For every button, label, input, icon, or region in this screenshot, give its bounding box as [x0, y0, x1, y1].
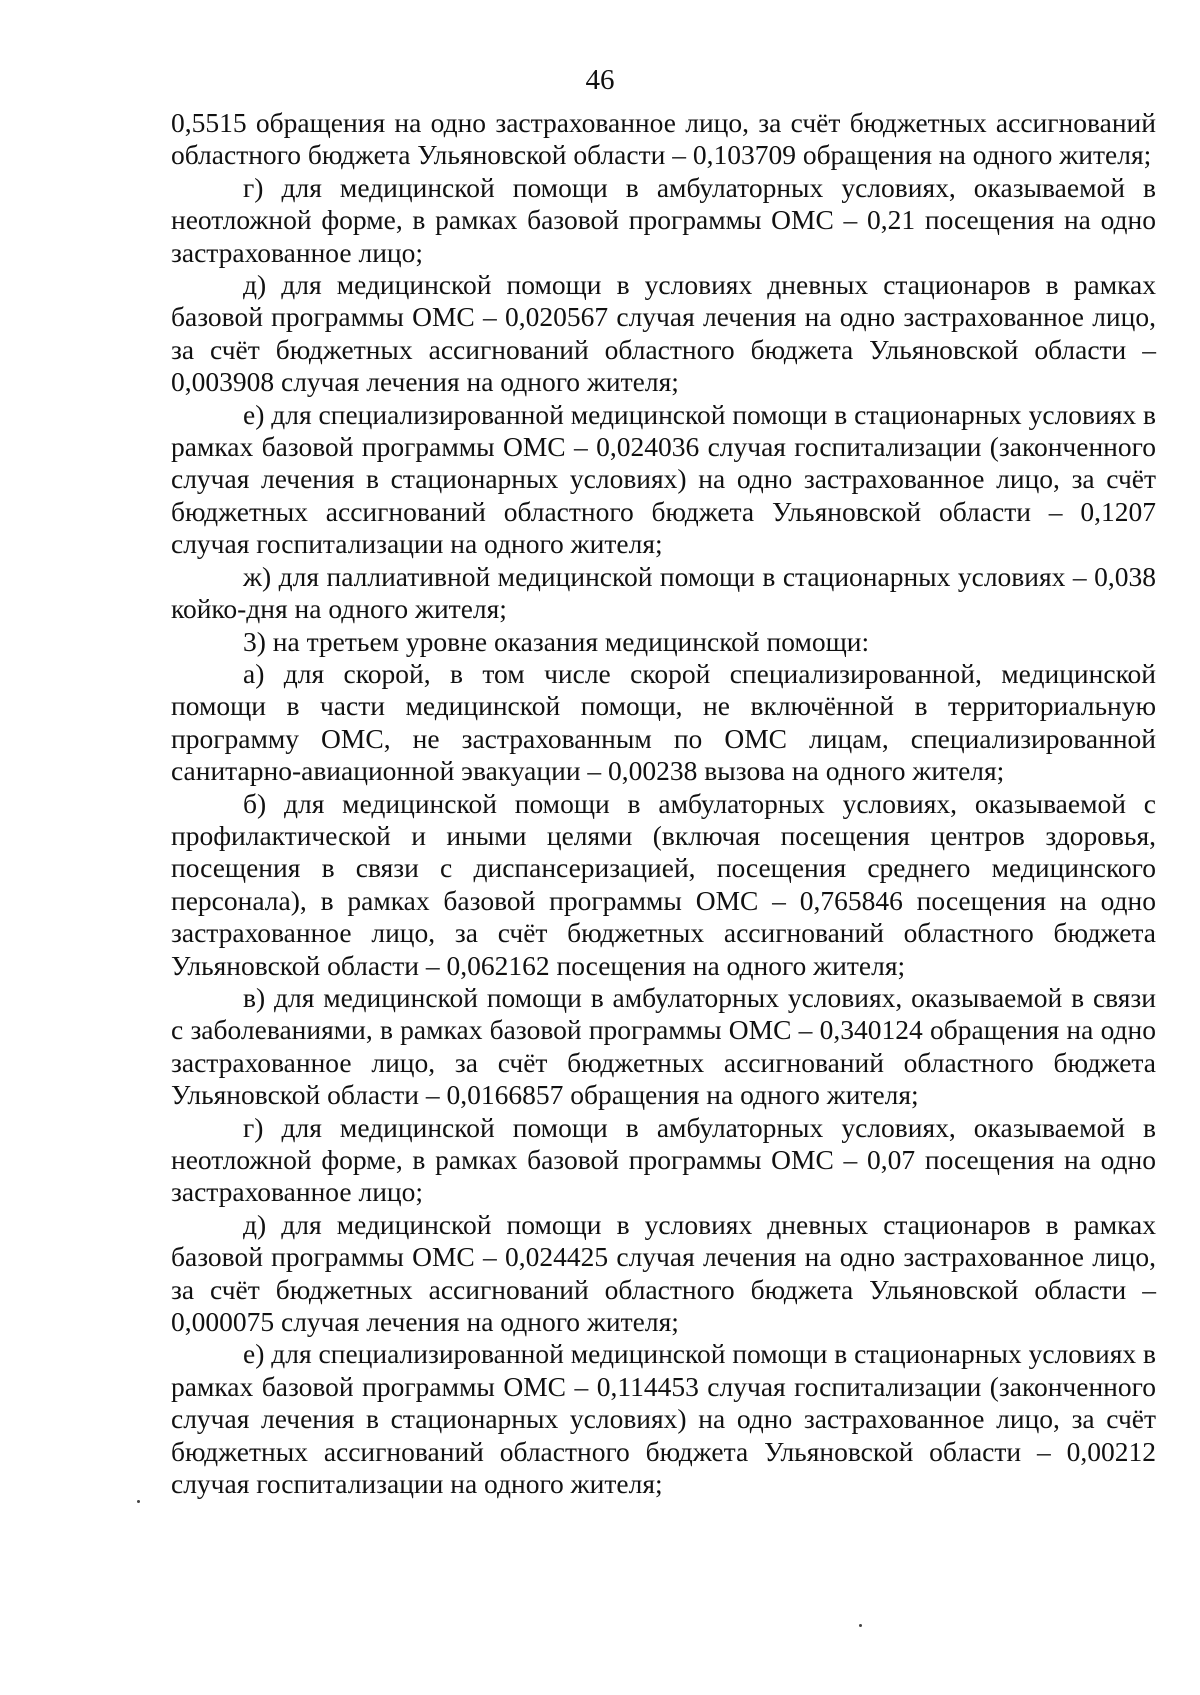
scan-speck	[859, 1624, 862, 1627]
page-number: 46	[585, 64, 615, 96]
scan-speck	[137, 1500, 140, 1503]
paragraph-item-e-level2: е) для специализированной медицинской помощи в стационарных условиях в рамках базовой программы ОМС – 0,024036 случая госпитализации (законченного случая лечения в стационарных условиях) на одно застрахованное лицо, за счёт бюджетных ассигнований областного бюджета Ульяновской области – 0,1207 случая госпитализации на одного жителя;	[171, 398, 1156, 560]
paragraph-item-d-level3: д) для медицинской помощи в условиях дневных стационаров в рамках базовой программы ОМС – 0,024425 случая лечения на одно застрахованное лицо, за счёт бюджетных ассигнований областного бюджета Ульяновской области – 0,000075 случая лечения на одного жителя;	[171, 1208, 1156, 1338]
document-body	[171, 107, 1156, 1500]
paragraph-item-g-level3: г) для медицинской помощи в амбулаторных условиях, оказываемой в неотложной форме, в рамках базовой программы ОМС – 0,07 посещения на одно застрахованное лицо;	[171, 1111, 1156, 1208]
paragraph-item-b-level3: б) для медицинской помощи в амбулаторных условиях, оказываемой с профилактической и иными целями (включая посещения центров здоровья, посещения в связи с диспансеризацией, посещения среднего медицинского персонала), в рамках базовой программы ОМС – 0,765846 посещения на одно застрахованное лицо, за счёт бюджетных ассигнований областного бюджета Ульяновской области – 0,062162 посещения на одного жителя;	[171, 787, 1156, 981]
paragraph-item-d-level2: д) для медицинской помощи в условиях дневных стационаров в рамках базовой программы ОМС – 0,020567 случая лечения на одно застрахованное лицо, за счёт бюджетных ассигнований областного бюджета Ульяновской области – 0,003908 случая лечения на одного жителя;	[171, 269, 1156, 398]
paragraph-continuation: 0,5515 обращения на одно застрахованное лицо, за счёт бюджетных ассигнований областного бюджета Ульяновской области – 0,103709 обращения на одного жителя;	[171, 107, 1156, 171]
paragraph-item-v-level3: в) для медицинской помощи в амбулаторных условиях, оказываемой в связи с заболеваниями, в рамках базовой программы ОМС – 0,340124 обращения на одно застрахованное лицо, за счёт бюджетных ассигнований областного бюджета Ульяновской области – 0,0166857 обращения на одного жителя;	[171, 981, 1156, 1111]
paragraph-item-a-level3: а) для скорой, в том числе скорой специализированной, медицинской помощи в части медицинской помощи, не включённой в территориальную программу ОМС, не застрахованным по ОМС лицам, специализированной санитарно-авиационной эвакуации – 0,00238 вызова на одного жителя;	[171, 657, 1156, 787]
paragraph-item-e-level3: е) для специализированной медицинской помощи в стационарных условиях в рамках базовой программы ОМС – 0,114453 случая госпитализации (законченного случая лечения в стационарных условиях) на одно застрахованное лицо, за счёт бюджетных ассигнований областного бюджета Ульяновской области – 0,00212 случая госпитализации на одного жителя;	[171, 1338, 1156, 1500]
paragraph-item-zh-level2: ж) для паллиативной медицинской помощи в стационарных условиях – 0,038 койко-дня на одного жителя;	[171, 560, 1156, 625]
paragraph-level3-heading: 3) на третьем уровне оказания медицинской помощи:	[243, 625, 870, 657]
paragraph-item-g-level2: г) для медицинской помощи в амбулаторных условиях, оказываемой в неотложной форме, в рамках базовой программы ОМС – 0,21 посещения на одно застрахованное лицо;	[171, 171, 1156, 268]
